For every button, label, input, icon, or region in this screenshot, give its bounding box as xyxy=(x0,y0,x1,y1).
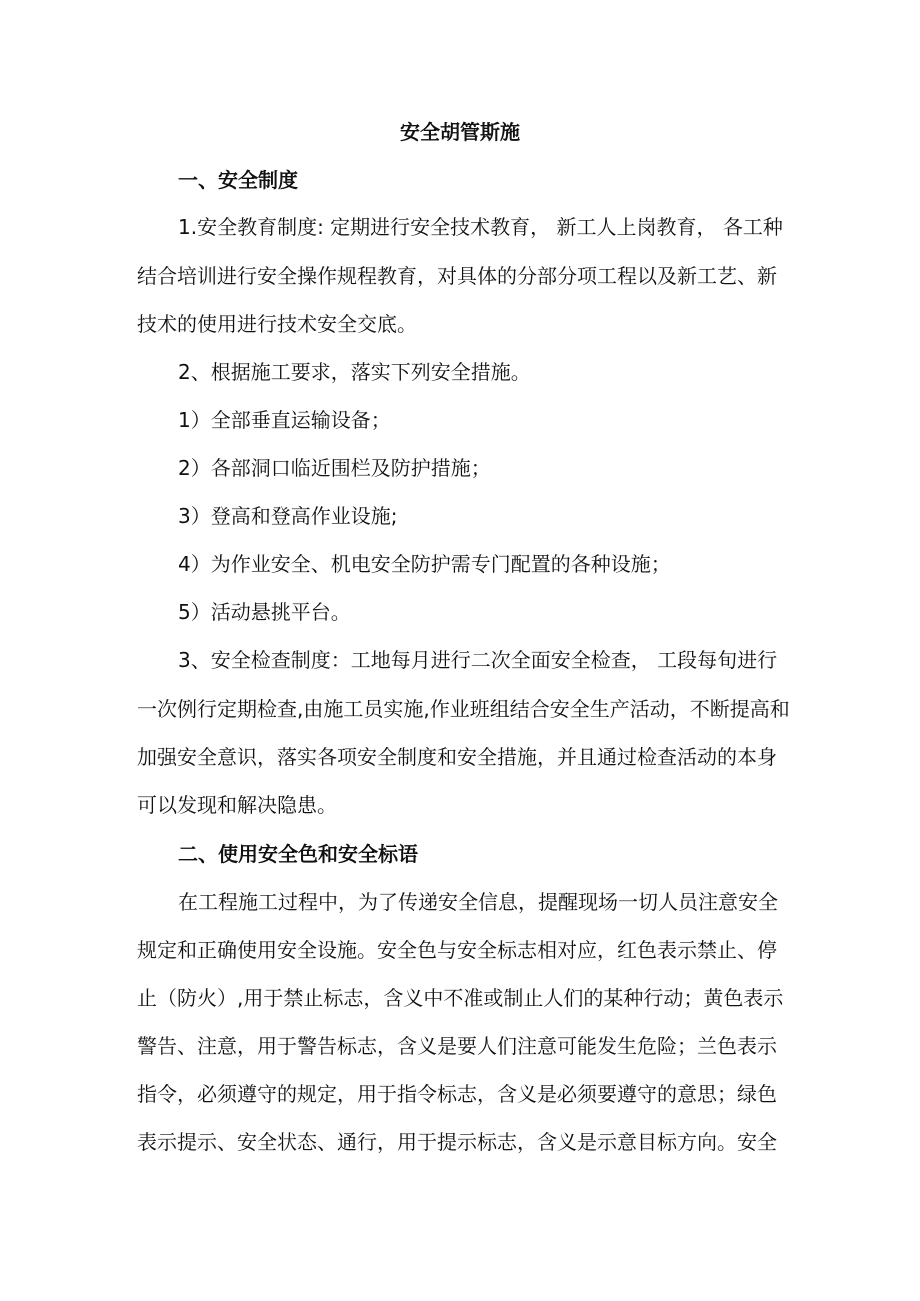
section-1-paragraph-3-line-3: 加强安全意识，落实各项安全制度和安全措施，并且通过检查活动的本身 xyxy=(137,745,777,769)
section-1-paragraph-3-line-1: 3、安全检查制度：工地每月进行二次全面安全检查， 工段每旬进行 xyxy=(178,648,778,672)
section-1-paragraph-2: 2、根据施工要求，落实下列安全措施。 xyxy=(178,360,531,384)
section-2-paragraph-1-line-2: 规定和正确使用安全设施。安全色与安全标志相对应，红色表示禁止、停 xyxy=(137,938,777,962)
section-2-paragraph-1-line-4: 警告、注意，用于警告标志，含义是要人们注意可能发生危险；兰色表示 xyxy=(137,1034,777,1058)
section-2-paragraph-1-line-3: 止（防火）,用于禁止标志，含义中不准或制止人们的某种行动；黄色表示 xyxy=(137,986,784,1010)
measure-item-2: 2）各部洞口临近围栏及防护措施； xyxy=(178,456,491,480)
section-2-paragraph-1-line-1: 在工程施工过程中，为了传递安全信息，提醒现场一切人员注意安全 xyxy=(178,890,778,914)
section-1-paragraph-1-line-2: 结合培训进行安全操作规程教育，对具体的分部分项工程以及新工艺、新 xyxy=(137,264,777,288)
section-2-heading: 二、使用安全色和安全标语 xyxy=(178,842,418,866)
section-1-paragraph-3-line-4: 可以发现和解决隐患。 xyxy=(137,793,337,817)
section-2-paragraph-1-line-6: 表示提示、安全状态、通行，用于提示标志，含义是示意目标方向。安全 xyxy=(137,1130,777,1154)
document-title: 安全胡管斯施 xyxy=(400,120,520,144)
measure-item-1: 1）全部垂直运输设备； xyxy=(178,408,391,432)
section-1-heading: 一、安全制度 xyxy=(178,168,298,192)
section-2-paragraph-1-line-5: 指令，必须遵守的规定，用于指令标志，含义是必须要遵守的意思；绿色 xyxy=(137,1082,777,1106)
measure-item-3: 3）登高和登高作业设施; xyxy=(178,504,398,528)
measure-item-4: 4）为作业安全、机电安全防护需专门配置的各种设施； xyxy=(178,552,671,576)
measure-item-5: 5）活动悬挑平台。 xyxy=(178,600,351,624)
section-1-paragraph-1-line-3: 技术的使用进行技术安全交底。 xyxy=(137,312,417,336)
section-1-paragraph-3-line-2: 一次例行定期检查,由施工员实施,作业班组结合安全生产活动，不断提高和 xyxy=(137,697,790,721)
section-1-paragraph-1-line-1: 1.安全教育制度: 定期进行安全技术教育， 新工人上岗教育， 各工种 xyxy=(178,215,783,239)
